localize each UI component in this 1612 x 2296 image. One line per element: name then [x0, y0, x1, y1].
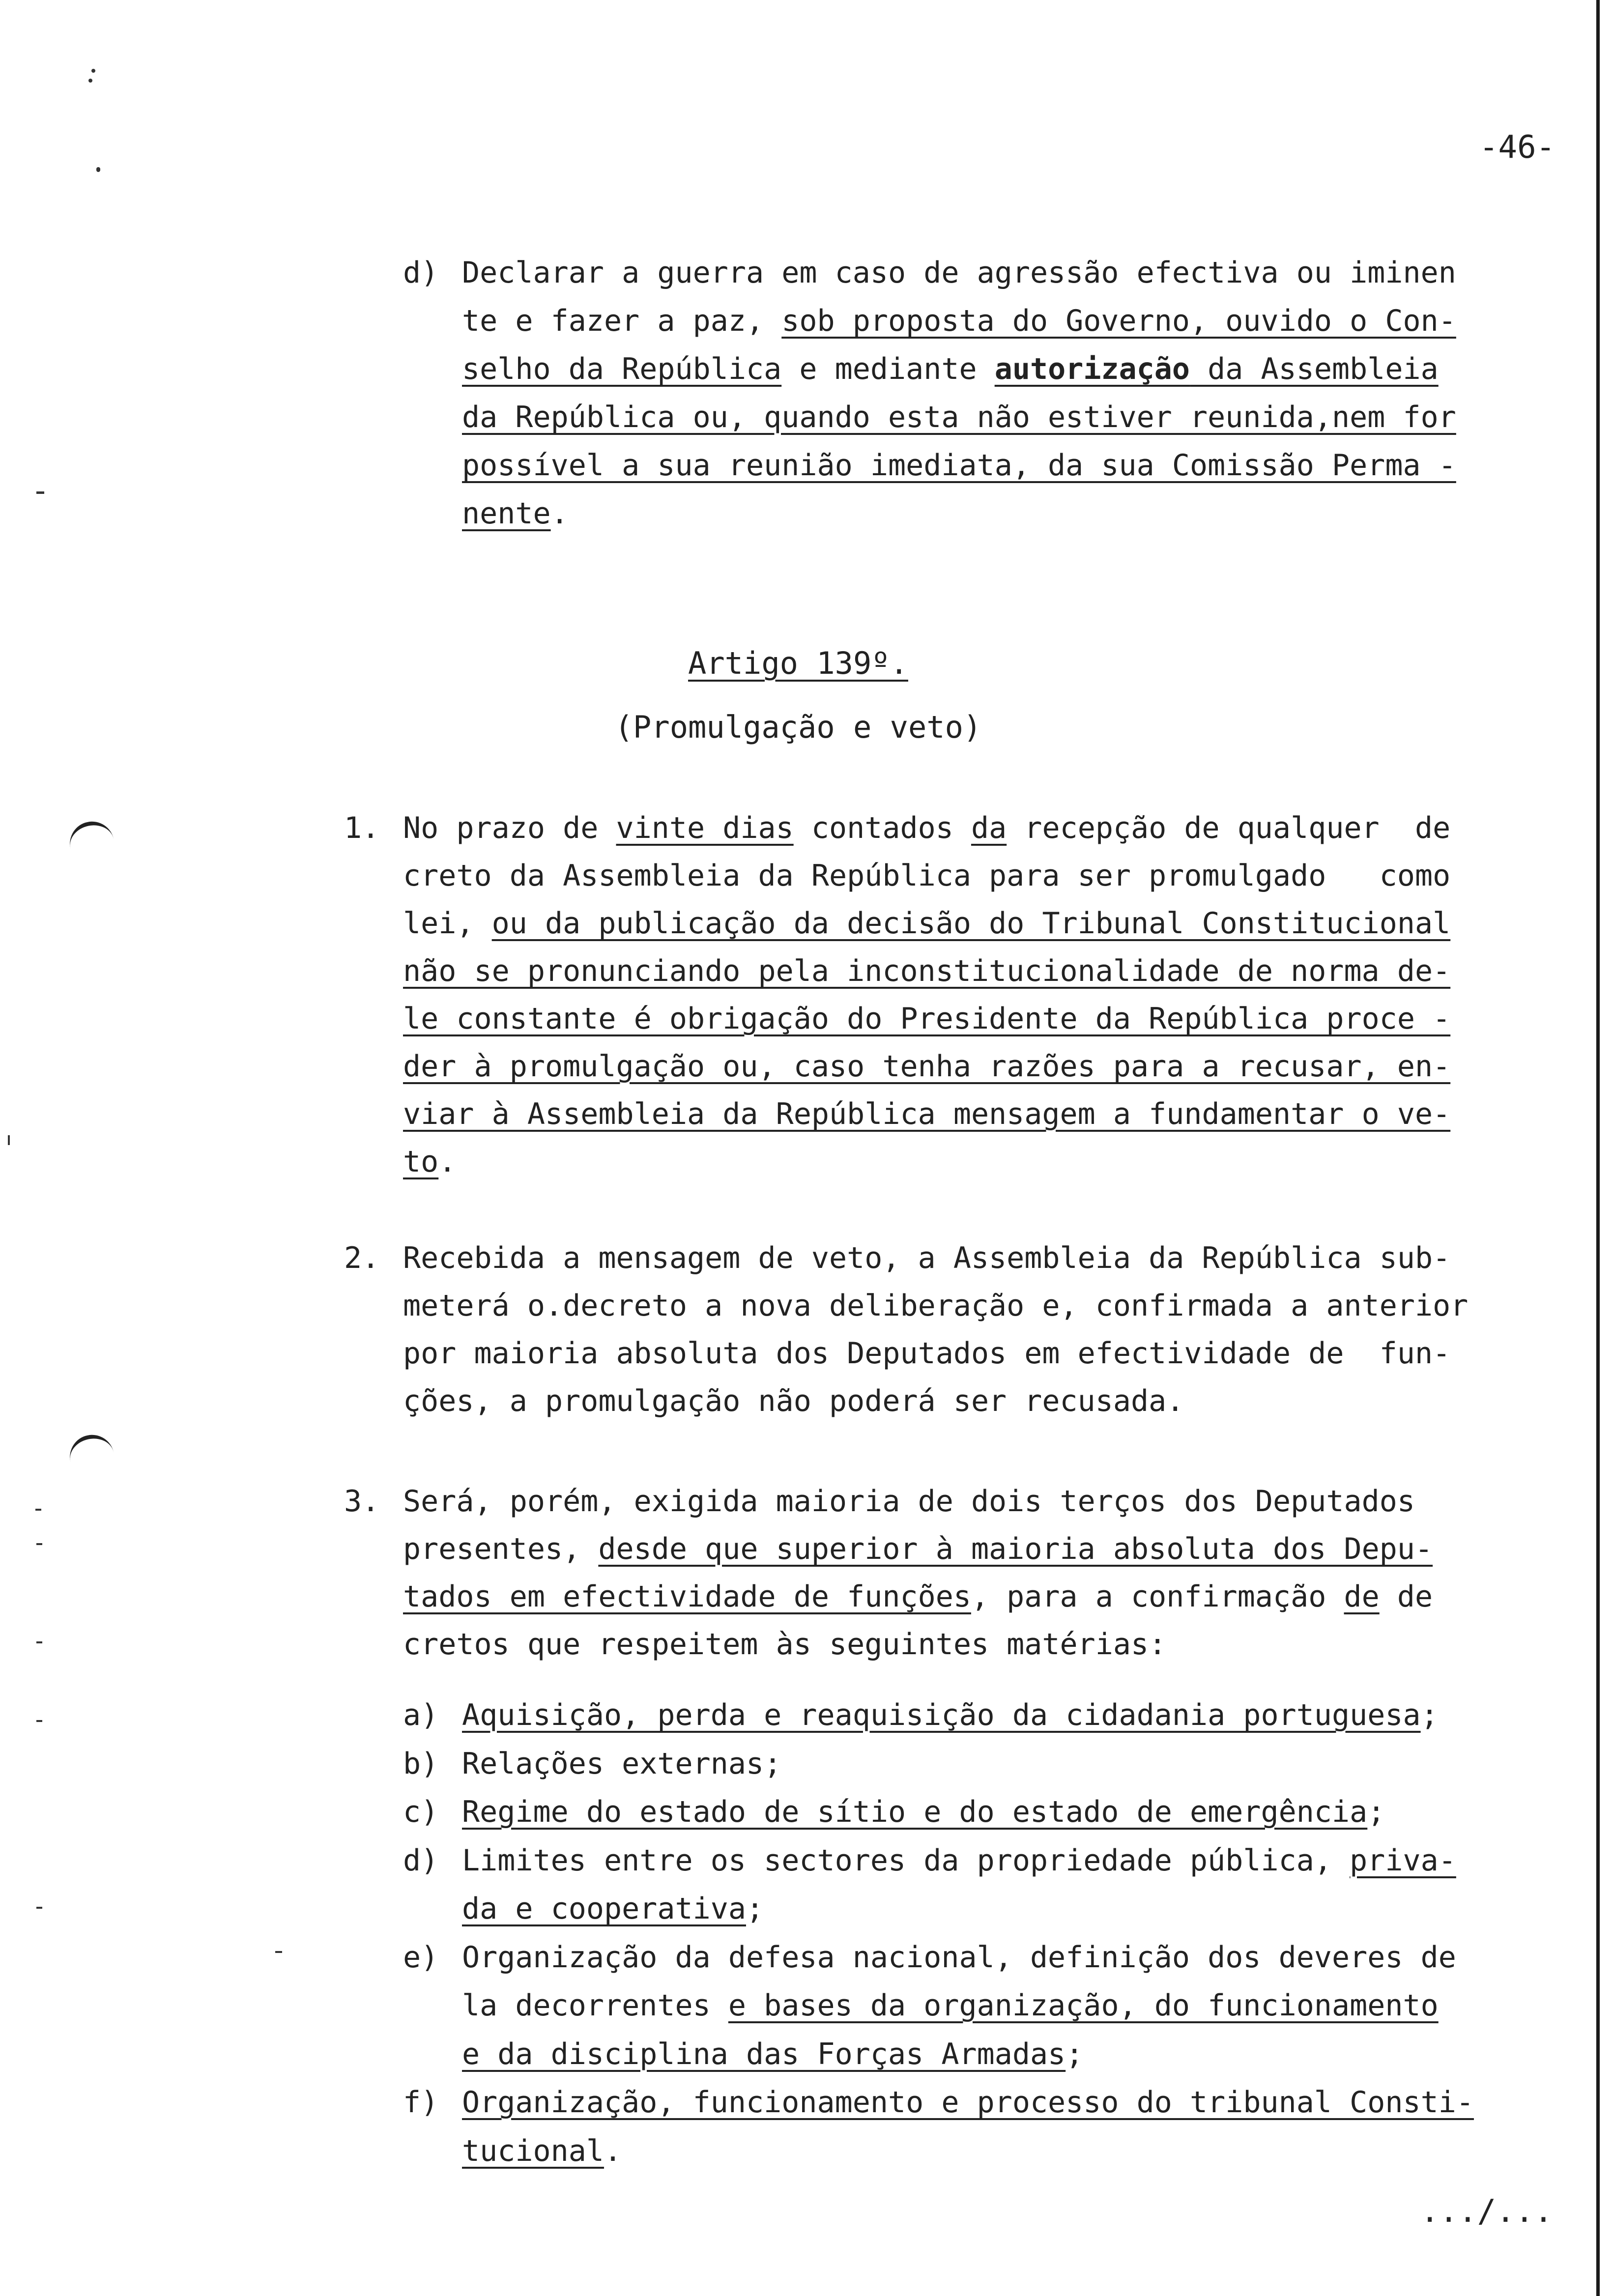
underlined-text: to: [403, 1145, 439, 1179]
text-line: [403, 1577, 1433, 1616]
text-run: Recebida a mensagem de veto, a Assembleia da República sub-: [403, 1241, 1451, 1275]
article-subtitle: (Promulgação e veto): [614, 709, 982, 745]
margin-speck: [91, 69, 95, 73]
margin-speck: [8, 1135, 10, 1145]
underlined-text: Regime do estado de sítio e do estado de emergência: [462, 1795, 1368, 1829]
text-line: [462, 1986, 1439, 2025]
text-run: .: [604, 2133, 622, 2168]
text-line: [462, 1744, 781, 1783]
text-line: [403, 808, 1450, 848]
text-run: ;: [1065, 2037, 1084, 2071]
underlined-text: sob proposta do Governo, ouvido o Con-: [781, 304, 1456, 338]
text-line: [403, 1529, 1433, 1569]
text-line: [462, 2131, 622, 2171]
text-line: [403, 1286, 1468, 1325]
underlined-text: le constante é obrigação do Presidente da República proce -: [403, 1002, 1451, 1036]
underlined-text: vinte dias: [616, 811, 794, 845]
underlined-text: priva-: [1350, 1843, 1456, 1878]
text-run: .: [438, 1145, 457, 1179]
text-line: [462, 1841, 1456, 1880]
text-line: [462, 1792, 1385, 1832]
text-run: recepção de qualquer de: [1007, 811, 1451, 845]
text-run: de: [1379, 1579, 1433, 1614]
item-label: 3.: [344, 1484, 380, 1519]
underlined-text: autorização: [994, 352, 1190, 386]
text-line: [462, 398, 1456, 437]
text-line: [403, 1047, 1450, 1086]
text-line: [403, 999, 1450, 1038]
page-right-border: [1596, 0, 1600, 2296]
item-label: a): [403, 1698, 439, 1732]
continuation-mark: .../...: [1420, 2193, 1553, 2230]
text-run: creto da Assembleia da República para ser promulgado como: [403, 859, 1451, 893]
underlined-text: desde que superior à maioria absoluta dos Depu-: [598, 1532, 1433, 1566]
text-line: [403, 951, 1450, 991]
margin-speck: [36, 1907, 42, 1909]
text-run: lei,: [403, 906, 492, 941]
text-run: cretos que respeitem às seguintes matérias:: [403, 1627, 1167, 1662]
underlined-text: Aquisição, perda e reaquisição da cidadania portuguesa: [462, 1698, 1421, 1732]
item-label: f): [403, 2085, 439, 2120]
underlined-text: e bases da organização, do funcionamento: [728, 1988, 1439, 2023]
item-label: b): [403, 1746, 439, 1781]
underlined-text: da: [971, 811, 1007, 845]
underlined-text: não se pronunciando pela inconstitucionalidade de norma de-: [403, 954, 1451, 988]
text-line: [462, 1938, 1456, 1977]
text-line: [462, 1889, 764, 1928]
margin-speck: [96, 167, 100, 172]
underlined-text: der à promulgação ou, caso tenha razões para a recusar, en-: [403, 1049, 1451, 1084]
margin-bracket-mark: [66, 1431, 116, 1472]
underlined-text: e da disciplina das Forças Armadas: [462, 2037, 1066, 2071]
text-line: [462, 301, 1456, 341]
item-label: 2.: [344, 1241, 380, 1275]
text-line: [403, 1334, 1450, 1373]
text-run: meterá o.decreto a nova deliberação e, confirmada a anterior: [403, 1289, 1468, 1323]
text-line: [462, 446, 1456, 485]
text-run: , para a confirmação: [971, 1579, 1344, 1614]
text-line: [462, 349, 1439, 389]
text-line: [403, 856, 1450, 895]
text-line: [462, 2083, 1474, 2122]
text-line: [462, 494, 569, 533]
underlined-text: tados em efectividade de funções: [403, 1579, 971, 1614]
article-title: Artigo 139º.: [688, 645, 908, 681]
underlined-text: possível a sua reunião imediata, da sua Comissão Perma -: [462, 448, 1456, 483]
text-run: te e fazer a paz,: [462, 304, 782, 338]
text-run: la decorrentes: [462, 1988, 728, 2023]
underlined-text: nente: [462, 496, 551, 531]
text-run: Declarar a guerra em caso de agressão efectiva ou iminen: [462, 256, 1456, 290]
margin-speck: [36, 491, 44, 494]
text-run: presentes,: [403, 1532, 599, 1566]
margin-speck: [35, 1509, 41, 1511]
text-run: por maioria absoluta dos Deputados em efectividade de fun-: [403, 1336, 1451, 1371]
underlined-text: ou da publicação da decisão do Tribunal Constitucional: [491, 906, 1451, 941]
page-number: -46-: [1479, 129, 1555, 166]
text-line: [403, 1482, 1415, 1521]
margin-speck: [36, 1641, 42, 1643]
item-label: d): [403, 256, 439, 290]
text-run: No prazo de: [403, 811, 616, 845]
text-line: [403, 1238, 1450, 1278]
margin-speck: [88, 79, 92, 83]
text-line: [403, 1142, 456, 1181]
text-line: [462, 253, 1456, 292]
margin-bracket-mark: [66, 817, 116, 859]
text-line: [403, 904, 1450, 943]
underlined-text: de: [1344, 1579, 1380, 1614]
text-run: Organização da defesa nacional, definição dos deveres de: [462, 1940, 1456, 1975]
text-run: .: [550, 496, 569, 531]
margin-speck: [36, 1543, 42, 1545]
text-run: Limites entre os sectores da propriedade pública,: [462, 1843, 1350, 1878]
item-label: c): [403, 1795, 439, 1829]
underlined-text: Organização, funcionamento e processo do tribunal Consti-: [462, 2085, 1474, 2120]
underlined-text: viar à Assembleia da República mensagem a fundamentar o ve-: [403, 1097, 1451, 1131]
text-run: Relações externas;: [462, 1746, 782, 1781]
text-line: [403, 1094, 1450, 1134]
text-run: ;: [1420, 1698, 1439, 1732]
text-line: [462, 1695, 1439, 1735]
text-line: [462, 2035, 1083, 2074]
text-run: ;: [1367, 1795, 1385, 1829]
text-line: [403, 1381, 1184, 1421]
text-run: ;: [746, 1892, 764, 1926]
margin-speck: [275, 1951, 282, 1953]
text-run: Será, porém, exigida maioria de dois terços dos Deputados: [403, 1484, 1415, 1519]
underlined-text: da e cooperativa: [462, 1892, 746, 1926]
text-line: [403, 1625, 1166, 1664]
underlined-text: da República ou, quando esta não estiver reunida,nem for: [462, 400, 1456, 434]
underlined-text: tucional: [462, 2133, 604, 2168]
margin-speck: [36, 1720, 42, 1722]
underlined-text: da Assembleia: [1190, 352, 1439, 386]
text-run: e mediante: [781, 352, 995, 386]
text-run: ções, a promulgação não poderá ser recusada.: [403, 1384, 1184, 1418]
underlined-text: selho da República: [462, 352, 782, 386]
item-label: e): [403, 1940, 439, 1975]
text-run: contados: [793, 811, 971, 845]
item-label: 1.: [344, 811, 380, 845]
item-label: d): [403, 1843, 439, 1878]
